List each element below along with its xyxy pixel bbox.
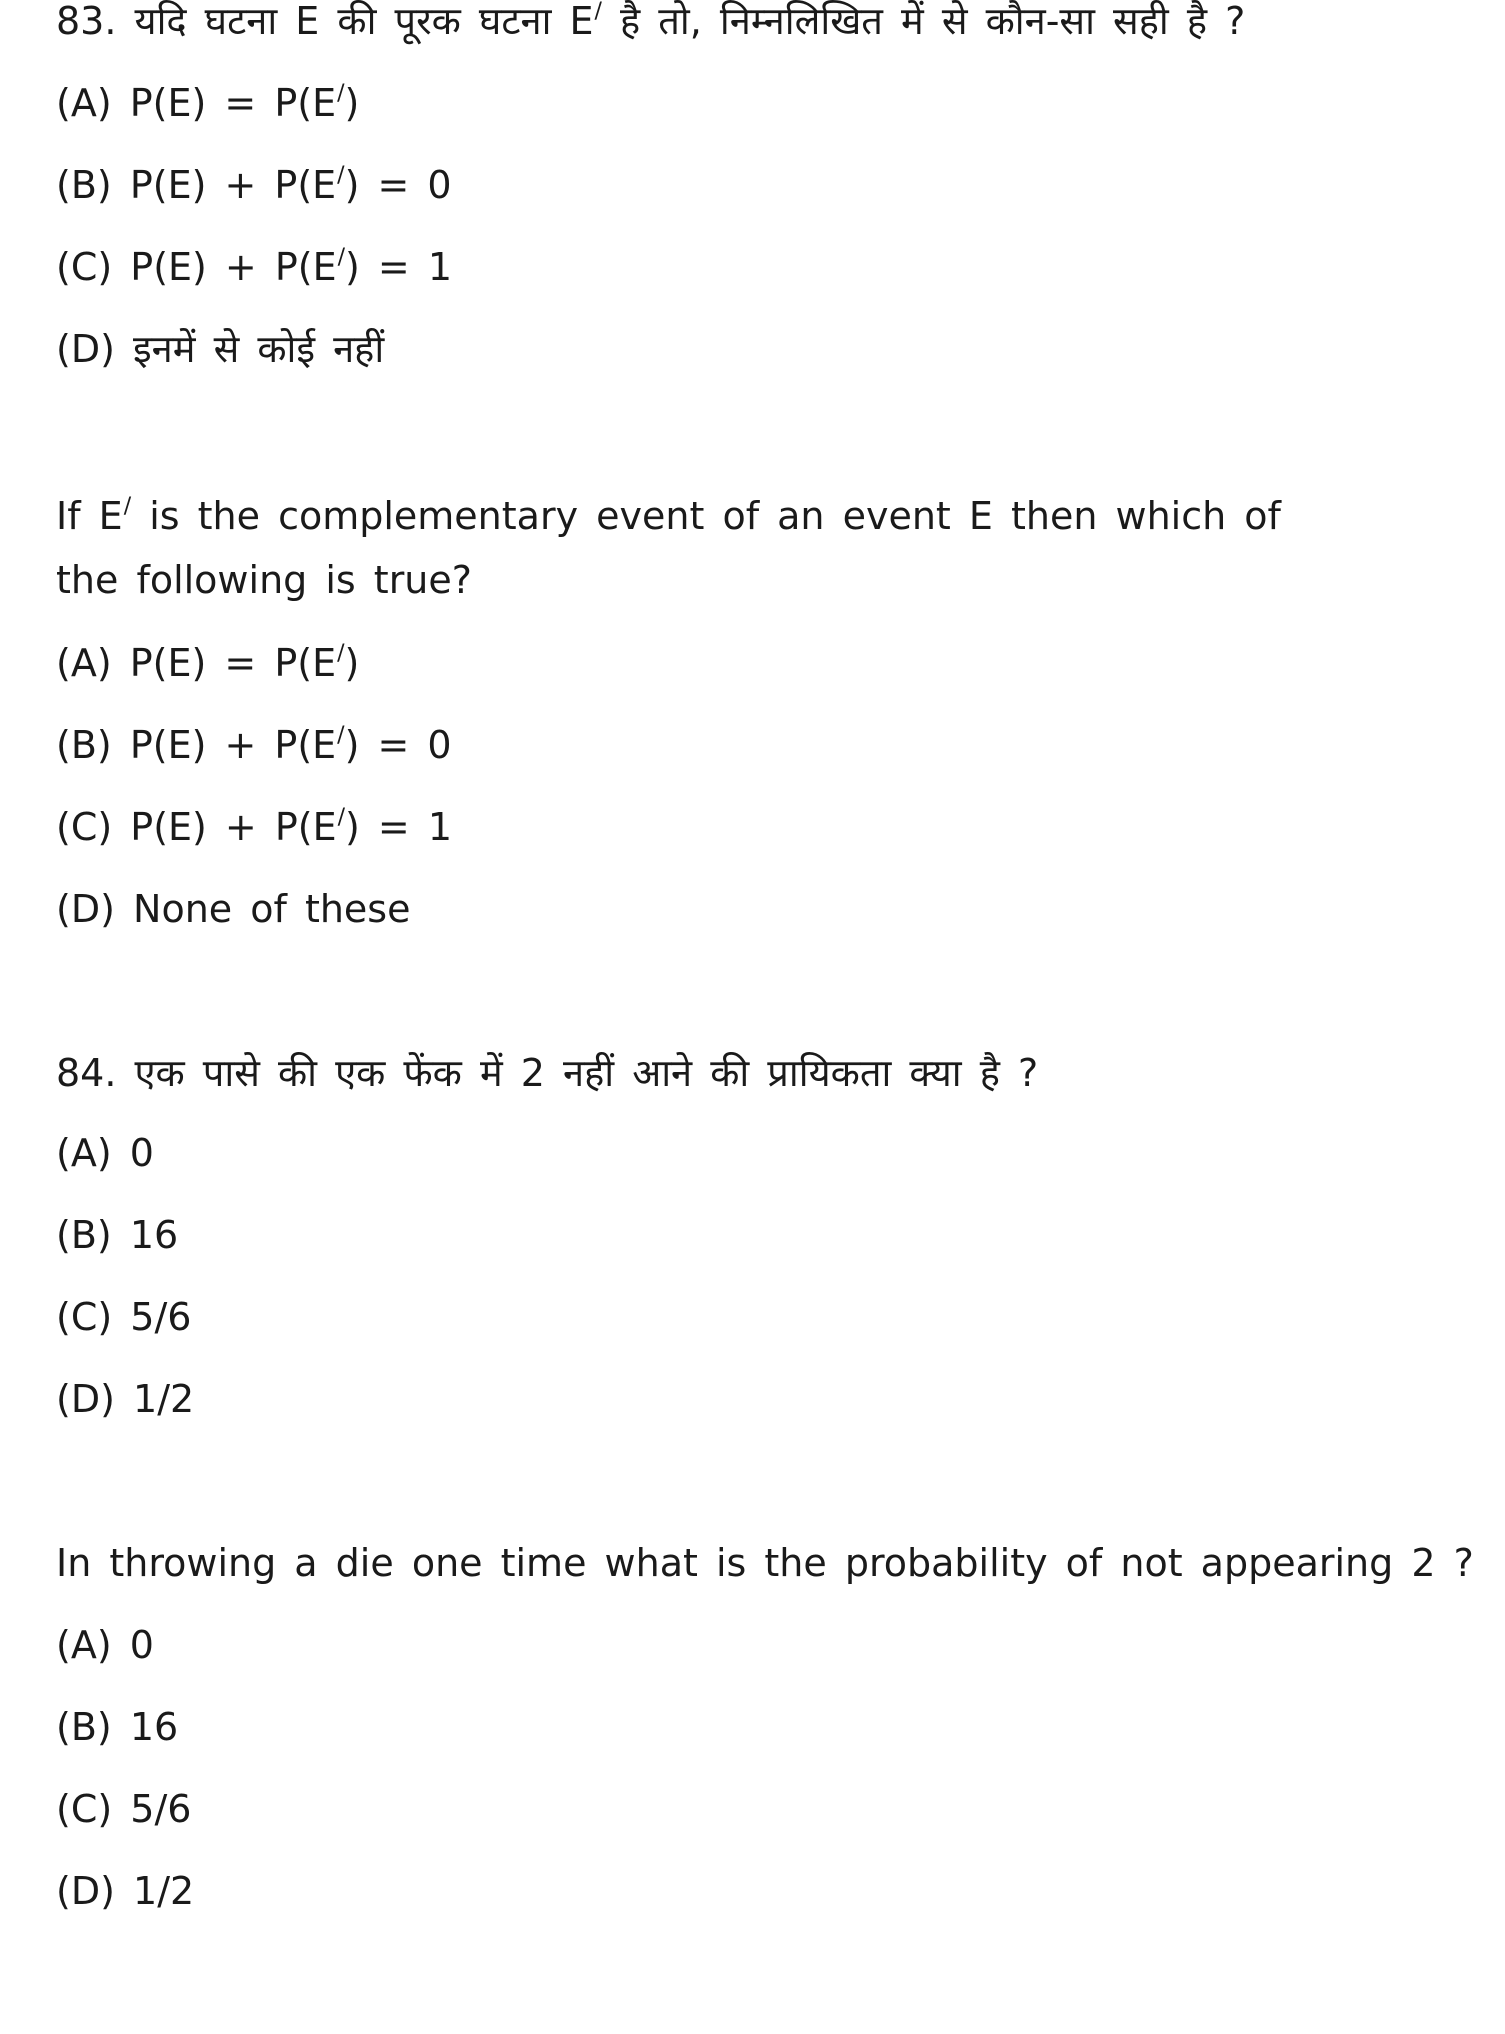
option-label: (B) [56,1213,112,1257]
prime-mark: / [337,163,345,188]
option-label: (A) [56,641,112,685]
q83-english-option-a [56,640,359,686]
prime-mark: / [594,0,602,24]
q83-english-stem-after: is the complementary event of an event E then which of the following is true? [56,494,1281,602]
option-label: (A) [56,81,112,125]
q83-english-option-d [56,886,410,932]
q84-english-option-a [56,1622,154,1668]
option-text: 0 [129,1623,154,1667]
option-label: (C) [56,1295,113,1339]
q84-hindi-stem [56,1050,1038,1096]
option-text: 16 [129,1705,179,1749]
option-text-right: ) = 0 [344,163,452,207]
prime-mark: / [123,494,132,519]
q83-english-stem-before: If E [56,494,123,538]
option-text-left: P(E) + P(E [129,163,337,207]
option-label: (B) [56,723,112,767]
option-text-left: P(E) + P(E [129,723,337,767]
option-label: (D) [56,1377,115,1421]
q83-english-stem [56,484,1346,612]
option-label: (B) [56,1705,112,1749]
option-text-right: ) = 0 [344,723,452,767]
q83-hindi-option-a [56,80,359,126]
prime-mark: / [337,641,345,666]
q84-english-option-c [56,1786,191,1832]
option-label: (B) [56,163,112,207]
option-text: 5/6 [130,1295,192,1339]
option-text: 1/2 [133,1377,195,1421]
option-text-right: ) [344,641,360,685]
prime-mark: / [337,805,346,830]
option-text: 5/6 [130,1787,192,1831]
option-text-left: P(E) = P(E [129,81,337,125]
q83-hindi-option-b [56,162,452,208]
q83-english-option-b [56,722,452,768]
q84-hindi-option-c [56,1294,191,1340]
option-text-right: ) = 1 [345,245,453,289]
option-label: (C) [56,245,113,289]
q84-hindi-stem-text: एक पासे की एक फेंक में 2 नहीं आने की प्रायिकता क्या है ? [134,1051,1039,1095]
option-text: इनमें से कोई नहीं [133,327,385,371]
option-label: (D) [56,1869,115,1913]
option-text-right: ) = 1 [345,805,453,849]
option-label: (D) [56,327,115,371]
q83-number: 83. [56,0,117,43]
option-text-left: P(E) = P(E [129,641,337,685]
q84-english-stem-text: In throwing a die one time what is the probability of not appearing 2 ? [56,1541,1474,1585]
option-label: (D) [56,887,115,931]
q84-english-stem [56,1540,1474,1586]
q83-english-option-c [56,804,452,850]
q84-english-option-b [56,1704,178,1750]
option-text-left: P(E) + P(E [130,245,337,289]
q83-hindi-stem-before: यदि घटना E की पूरक घटना E [134,0,594,43]
q84-number: 84. [56,1051,117,1095]
q84-english-option-d [56,1868,194,1914]
option-text-right: ) [344,81,360,125]
q84-hindi-option-b [56,1212,178,1258]
q83-hindi-stem-after: है तो, निम्नलिखित में से कौन-सा सही है ? [601,0,1246,43]
q84-hindi-option-a [56,1130,154,1176]
prime-mark: / [337,723,345,748]
q83-hindi-option-d [56,326,384,372]
option-label: (C) [56,1787,113,1831]
option-text-left: P(E) + P(E [130,805,337,849]
option-label: (A) [56,1131,112,1175]
q84-hindi-option-d [56,1376,194,1422]
prime-mark: / [337,81,345,106]
q83-hindi-option-c [56,244,452,290]
option-text: 1/2 [133,1869,195,1913]
option-text: 16 [129,1213,179,1257]
option-label: (C) [56,805,113,849]
option-label: (A) [56,1623,112,1667]
prime-mark: / [337,245,346,270]
option-text: None of these [133,887,411,931]
option-text: 0 [129,1131,154,1175]
q83-hindi-stem [56,0,1245,44]
